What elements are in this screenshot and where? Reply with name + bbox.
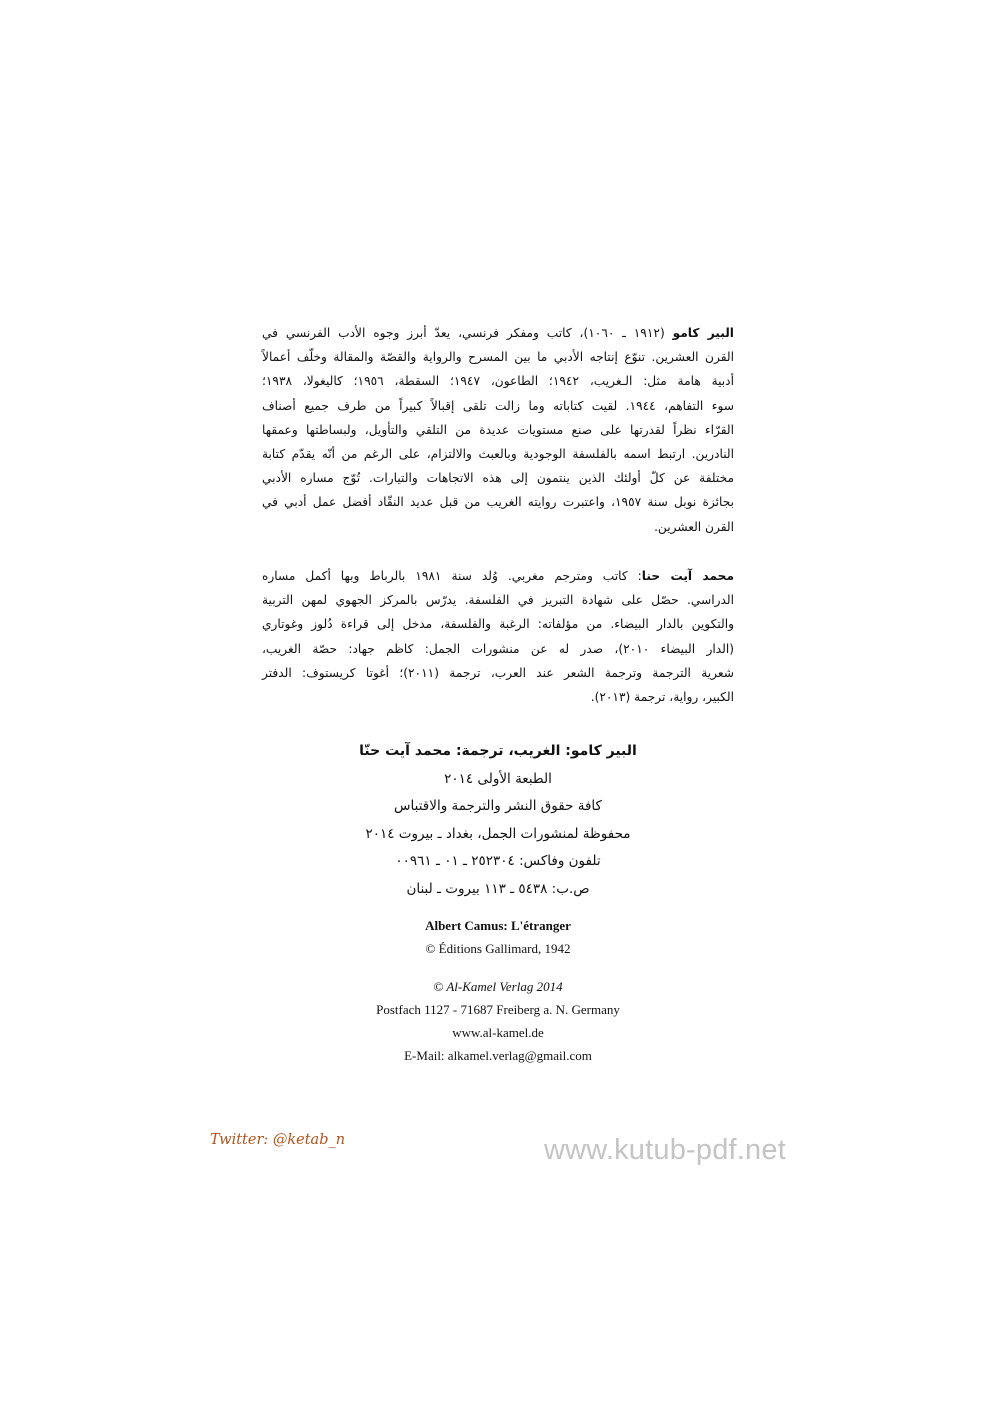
publisher-copyright: © Al-Kamel Verlag 2014 — [433, 979, 563, 994]
bio-line: النادرين. ارتبط اسمه بالفلسفة الوجودية وبالعبث والالتزام، على الرغم من أنّه يقدّم كتابة — [262, 446, 734, 461]
bio-line: القرن العشرين. — [654, 519, 734, 534]
bio-line: محمد آيت حنا: كاتب ومترجم مغربي. وُلد سنة ١٩٨١ بالرباط وبها أكمل مساره — [262, 569, 734, 583]
original-title: Albert Camus: L'étranger — [425, 918, 571, 933]
bio-line: (الدار البيضاء ٢٠١٠)، صدر له عن منشورات الجمل: كاظم جهاد: حصّة الغريب، — [262, 641, 734, 656]
bio-line: أدبية هامة مثل: الـغريب، ١٩٤٢؛ الطاعون، ١٩٤٧؛ السقطة، ١٩٥٦؛ كاليغولا، ١٩٣٨؛ — [262, 374, 734, 389]
spacer — [262, 960, 734, 975]
bio-line: القرّاء نظراً لقدرتها على صنع مستويات عديدة من التلقي والتأويل، ولبساطتها وعمقها — [262, 422, 734, 437]
bio-line: مختلفة عن كلّ أولئك الذين ينتمون إلى هذه الاتجاهات والتيارات. تُوّج مساره الأدبي — [262, 471, 734, 486]
author-name: البير كامو — [672, 326, 734, 340]
rights-line: كافة حقوق النشر والترجمة والاقتباس — [394, 798, 602, 814]
bio-line: سوء التفاهم، ١٩٤٤. لقيت كتاباته وما زالت تلقى إقبالاً كبيراً من طرف جميع أصناف — [262, 398, 734, 413]
bio-line: البير كامو (١٩١٢ ـ ١٠٦٠)، كاتب ومفكر فرنسي، يعدّ أبرز وجوه الأدب الفرنسي في — [262, 326, 734, 340]
watermark-url: www.kutub-pdf.net — [544, 1134, 786, 1166]
arabic-imprint — [262, 738, 734, 903]
translator-name: محمد آيت حنا — [641, 569, 734, 583]
publisher-address: Postfach 1127 - 71687 Freiberg a. N. Germany — [376, 1002, 620, 1017]
bio-line: بجائزة نوبل سنة ١٩٥٧، واعتبرت روايته الغريب من قبل عديد النقّاد أفضل عمل أدبي في — [262, 495, 734, 510]
original-copyright: © Éditions Gallimard, 1942 — [425, 941, 571, 956]
pobox-line: ص.ب: ٥٤٣٨ ـ ١١٣ بيروت ـ لبنان — [406, 880, 590, 897]
publisher-website: www.al-kamel.de — [452, 1025, 544, 1040]
bio-line: والتكوين بالدار البيضاء. من مؤلفاته: الرغبة والفلسفة، مدخل إلى قراءة دُلوز وغوتاري — [262, 617, 734, 632]
edition-line: الطبعة الأولى ٢٠١٤ — [444, 770, 552, 787]
phone-line: تلفون وفاكس: ٢٥٢٣٠٤ ـ ٠١ ـ ٠٠٩٦١ — [395, 853, 601, 869]
latin-imprint — [262, 914, 734, 1067]
reserved-line: محفوظة لمنشورات الجمل، بغداد ـ بيروت ٢٠١٤ — [365, 825, 631, 842]
bio-line: الدراسي. حصّل على شهادة التبريز في الفلسفة. يدرّس بالمركز الجهوي لمهن التربية — [262, 593, 734, 608]
publisher-email: E-Mail: alkamel.verlag@gmail.com — [404, 1048, 592, 1063]
bio-line: القرن العشرين. تنوّع إنتاجه الأدبي ما بين المسرح والرواية والقصّة والمقالة وخلّف أعمالاً — [262, 350, 734, 365]
author-bio — [262, 321, 734, 539]
bio-line: شعرية الترجمة وترجمة الشعر عند العرب، ترجمة (٢٠١١)؛ أغوتا كريستوف: الدفتر — [262, 665, 734, 680]
book-title-credit: البير كامو: الغريب، ترجمة: محمد آيت حنّا — [359, 743, 637, 759]
translator-bio — [262, 564, 734, 709]
twitter-handle: Twitter: @ketab_n — [210, 1132, 346, 1148]
bio-line: الكبير، رواية، ترجمة (٢٠١٣). — [590, 689, 734, 704]
